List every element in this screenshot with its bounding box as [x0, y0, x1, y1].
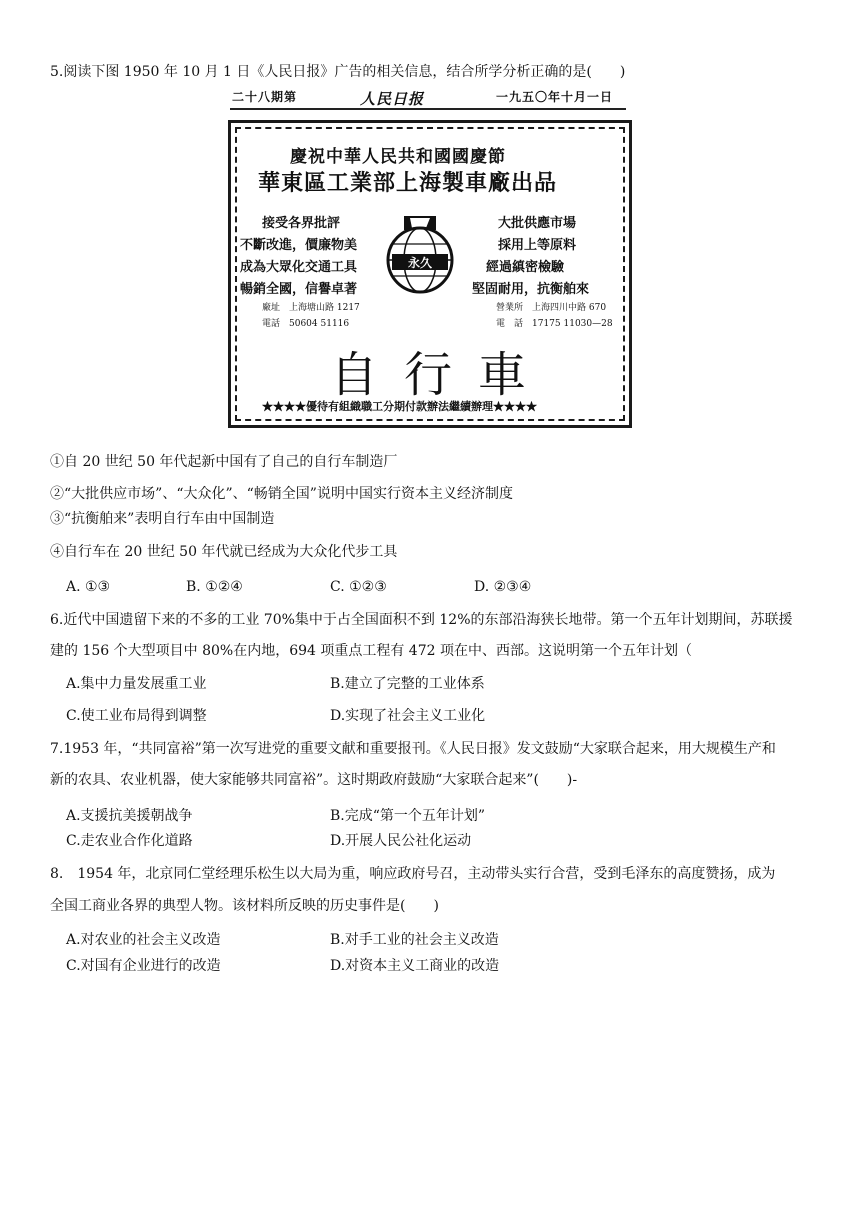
q5-statement-2: ②“大批供应市场”、“大众化”、“畅销全国”说明中国实行资本主义经济制度 [50, 486, 513, 502]
ad-factory-address: 廠址 上海塘山路 1217 [262, 303, 360, 313]
q8-option-c[interactable]: C.对国有企业进行的改造 [66, 958, 221, 974]
q5-option-c[interactable]: C. ①②③ [330, 579, 387, 595]
q7-option-a[interactable]: A.支援抗美援朝战争 [66, 808, 193, 824]
q7-option-d[interactable]: D.开展人民公社化运动 [330, 833, 472, 849]
newspaper-header [230, 86, 626, 110]
logo-text: 永久 [407, 256, 433, 270]
ad-subheadline: 華東區工業部上海製車廠出品 [258, 170, 558, 196]
q5-option-b[interactable]: B. ①②④ [186, 579, 243, 595]
q5-statement-3: ③“抗衡舶来”表明自行车由中国制造 [50, 511, 275, 527]
ad-left-slogan: 不斷改進，價廉物美 [240, 238, 358, 253]
q5-option-d[interactable]: D. ②③④ [474, 579, 532, 595]
ad-left-slogan: 暢銷全國，信譽卓著 [240, 282, 358, 297]
ad-right-slogan: 大批供應市場 [498, 216, 577, 231]
q8-option-b[interactable]: B.对手工业的社会主义改造 [330, 932, 499, 948]
q6-stem-line-2: 建的 156 个大型项目中 80%在内地，694 项重点工程有 472 项在中、西部。这说明第一个五年计划（ [50, 643, 692, 659]
q6-option-c[interactable]: C.使工业布局得到调整 [66, 708, 207, 724]
q5-statement-1: ①自 20 世纪 50 年代起新中国有了自己的自行车制造厂 [50, 454, 398, 470]
q7-stem-line-1: 7.1953 年，“共同富裕”第一次写进党的重要文献和重要报刊。《人民日报》发文鼓励“大家联合起来，用大规模生产和 [50, 741, 776, 757]
q8-option-a[interactable]: A.对农业的社会主义改造 [66, 932, 221, 948]
ad-right-slogan: 堅固耐用，抗衡舶來 [472, 282, 590, 297]
ad-right-slogan: 採用上等原料 [498, 238, 577, 253]
newspaper-date: 一九五〇年十月一日 [496, 90, 614, 104]
newspaper-masthead: 人民日报 [360, 90, 425, 108]
ad-left-slogan: 接受各界批評 [262, 216, 341, 231]
q8-stem-line-1: 8. 1954 年，北京同仁堂经理乐松生以大局为重，响应政府号召，主动带头实行合营，受到毛泽东的高度赞扬，成为 [50, 866, 776, 882]
q7-option-b[interactable]: B.完成“第一个五年计划” [330, 808, 486, 824]
ad-factory-phone: 電話 50604 51116 [262, 319, 350, 329]
ad-footer: ★★★★優待有組織職工分期付款辦法繼續辦理★★★★ [262, 400, 537, 413]
ad-sales-address: 營業所 上海四川中路 670 [496, 303, 607, 313]
q7-option-c[interactable]: C.走农业合作化道路 [66, 833, 193, 849]
q8-stem-line-2: 全国工商业各界的典型人物。该材料所反映的历史事件是( ) [50, 898, 439, 914]
ad-headline: 慶祝中華人民共和國國慶節 [290, 147, 506, 167]
q6-option-a[interactable]: A.集中力量发展重工业 [66, 676, 207, 692]
q6-option-d[interactable]: D.实现了社会主义工业化 [330, 708, 486, 724]
q5-statement-4: ④自行车在 20 世纪 50 年代就已经成为大众化代步工具 [50, 544, 398, 560]
ad-product-name: 自行車 [330, 347, 553, 403]
q5-stem: 5.阅读下图 1950 年 10 月 1 日《人民日报》广告的相关信息，结合所学分析正确的是( ) [50, 64, 626, 80]
q6-option-b[interactable]: B.建立了完整的工业体系 [330, 676, 485, 692]
q7-stem-line-2: 新的农具、农业机器，使大家能够共同富裕”。这时期政府鼓励“大家联合起来”( )- [50, 772, 578, 788]
q5-option-a[interactable]: A. ①③ [66, 579, 111, 595]
ad-sales-phone: 電 話 17175 11030—28 [496, 319, 613, 329]
ad-left-slogan: 成為大眾化交通工具 [240, 260, 358, 275]
q8-option-d[interactable]: D.对资本主义工商业的改造 [330, 958, 500, 974]
newspaper-issue: 二十八期第 [232, 90, 298, 104]
q6-stem-line-1: 6.近代中国遗留下来的不多的工业 70%集中于占全国面积不到 12%的东部沿海狭长地带。第一个五年计划期间，苏联援 [50, 612, 793, 628]
bicycle-brand-globe-logo [382, 214, 458, 298]
ad-right-slogan: 經過縝密檢驗 [486, 260, 565, 275]
